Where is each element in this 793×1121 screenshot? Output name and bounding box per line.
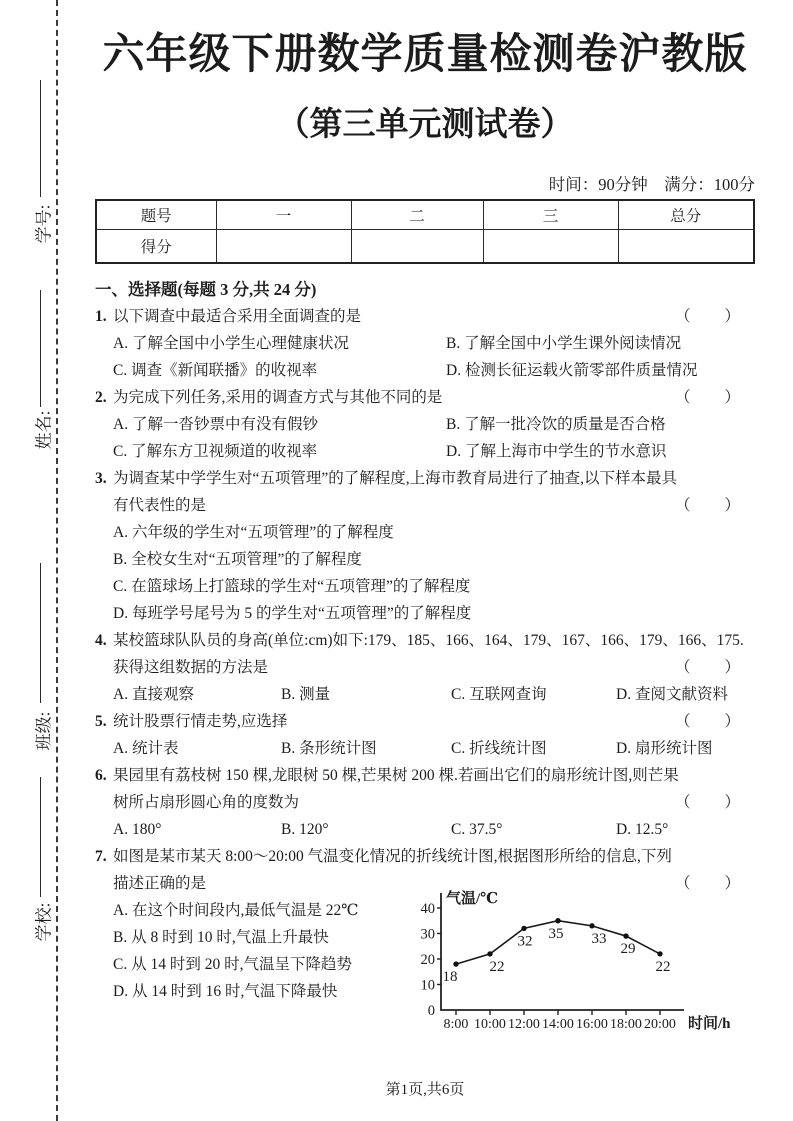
- data-point: [623, 933, 628, 938]
- answer-bracket: （ ）: [674, 659, 741, 676]
- option: C. 互联网查询: [451, 686, 547, 703]
- option: B. 120°: [281, 821, 329, 838]
- question-number: 6.: [95, 767, 107, 784]
- options-group: [95, 735, 755, 762]
- question-line: [95, 303, 755, 330]
- y-axis-label: 气温/℃: [446, 891, 499, 907]
- score-table-header-cell: 题号: [96, 200, 216, 230]
- question-options-and-chart-row: [95, 891, 755, 1042]
- school-blank-line: [40, 777, 41, 897]
- question-line: [95, 843, 755, 870]
- section-heading: 一、选择题(每题 3 分,共 24 分): [95, 280, 317, 299]
- data-point-label: 32: [517, 933, 533, 950]
- question: [95, 762, 755, 843]
- answer-bracket: （ ）: [674, 497, 741, 514]
- exam-time-score-meta: 时间：90分钟 满分：100分: [548, 175, 755, 194]
- options-group: [95, 816, 755, 843]
- question-number: 2.: [95, 389, 107, 406]
- answer-bracket: （ ）: [674, 713, 741, 730]
- question-text: 为调查某中学学生对“五项管理”的了解程度,上海市教育局进行了抽查,以下样本最具: [113, 470, 678, 487]
- options-group: [95, 519, 755, 627]
- page-title: 六年级下册数学质量检测卷沪教版: [102, 32, 748, 78]
- question-number: 7.: [95, 848, 107, 865]
- question-text: 某校篮球队队员的身高(单位:cm)如下:179、185、166、164、179、167、166、179、166、175.: [113, 632, 744, 649]
- option: A. 六年级的学生对“五项管理”的了解程度: [113, 524, 394, 541]
- question-line: [95, 627, 755, 654]
- data-point-label: 35: [548, 925, 564, 942]
- x-tick-label: 18:00: [610, 1017, 642, 1032]
- page-footer: 第1页,共6页: [385, 1082, 465, 1098]
- data-point-label: 18: [442, 969, 458, 986]
- score-table-header-cell: 一: [216, 200, 351, 230]
- score-table: [95, 199, 755, 264]
- answer-bracket: （ ）: [674, 875, 741, 892]
- options-group: [95, 330, 755, 384]
- chart-canvas: [416, 887, 748, 1037]
- temperature-line-chart: [416, 887, 748, 1042]
- question: [95, 627, 755, 708]
- options-group: [95, 411, 755, 465]
- data-point: [453, 961, 458, 966]
- seal-dashed-line: [56, 0, 58, 1121]
- x-tick-label: 10:00: [474, 1017, 506, 1032]
- question: [95, 843, 755, 1042]
- question-number: 5.: [95, 713, 107, 730]
- option: D. 每班学号尾号为 5 的学生对“五项管理”的了解程度: [113, 605, 472, 622]
- question-line: [95, 762, 755, 789]
- question-line: [95, 492, 755, 519]
- option: C. 在篮球场上打篮球的学生对“五项管理”的了解程度: [113, 578, 471, 595]
- question-text: 如图是某市某天 8:00～20:00 气温变化情况的折线统计图,根据图形所给的信息,下列: [113, 848, 672, 865]
- x-axis-label: 时间/h: [688, 1016, 731, 1032]
- question-text: 果园里有荔枝树 150 棵,龙眼树 50 棵,芒果树 200 棵.若画出它们的扇形统计图,则芒果: [113, 767, 679, 784]
- question-number: 4.: [95, 632, 107, 649]
- score-cell-empty: [216, 230, 351, 264]
- question-line: [95, 708, 755, 735]
- question-line: [95, 654, 755, 681]
- question-text: 为完成下列任务,采用的调查方式与其他不同的是: [113, 389, 443, 406]
- option: B. 从 8 时到 10 时,气温上升最快: [113, 929, 329, 946]
- option: A. 了解一沓钞票中有没有假钞: [113, 416, 318, 433]
- y-tick-label: 10: [420, 977, 435, 994]
- score-table-header-cell: 三: [483, 200, 618, 230]
- student-id-blank-line: [40, 80, 41, 197]
- score-cell-empty: [351, 230, 483, 264]
- score-table-header-cell: 二: [351, 200, 483, 230]
- option: C. 37.5°: [451, 821, 503, 838]
- data-point-label: 33: [591, 930, 607, 947]
- option: D. 检测长征运载火箭零部件质量情况: [446, 362, 698, 379]
- answer-bracket: （ ）: [674, 308, 741, 325]
- question-number: 1.: [95, 308, 107, 325]
- question-text: 树所占扇形圆心角的度数为: [113, 794, 300, 811]
- x-tick-label: 20:00: [644, 1017, 676, 1032]
- option: D. 扇形统计图: [616, 740, 713, 757]
- y-tick-label: 40: [420, 901, 435, 917]
- option: C. 了解东方卫视频道的收视率: [113, 443, 318, 460]
- y-tick-label: 20: [420, 952, 435, 968]
- sidebar-field-student-id: 学号:: [34, 204, 54, 244]
- option: D. 从 14 时到 16 时,气温下降最快: [113, 983, 338, 1000]
- question-line: [95, 384, 755, 411]
- option: D. 了解上海市中学生的节水意识: [446, 443, 667, 460]
- option: A. 在这个时间段内,最低气温是 22℃: [113, 902, 359, 919]
- data-point: [657, 951, 662, 956]
- x-tick-label: 12:00: [508, 1017, 540, 1032]
- option: A. 180°: [113, 821, 162, 838]
- data-point: [521, 926, 526, 931]
- score-cell-empty: [618, 230, 754, 264]
- question-line: [95, 789, 755, 816]
- data-point-label: 29: [620, 941, 636, 958]
- question-number: 3.: [95, 470, 107, 487]
- option: B. 条形统计图: [281, 740, 377, 757]
- question: [95, 384, 755, 465]
- score-row-label: 得分: [96, 230, 216, 264]
- questions-list: [95, 303, 755, 1042]
- sidebar-field-class: 班级:: [34, 711, 54, 751]
- option: B. 全校女生对“五项管理”的了解程度: [113, 551, 362, 568]
- answer-bracket: （ ）: [674, 794, 741, 811]
- option: A. 了解全国中小学生心理健康状况: [113, 335, 349, 352]
- x-tick-label: 14:00: [542, 1017, 574, 1032]
- y-tick-label: 30: [420, 926, 435, 943]
- option: B. 了解一批冷饮的质量是否合格: [446, 416, 666, 433]
- data-point-label: 22: [655, 958, 671, 975]
- option: B. 了解全国中小学生课外阅读情况: [446, 335, 682, 352]
- score-table-header-cell: 总分: [618, 200, 754, 230]
- page-subtitle: （第三单元测试卷）: [276, 107, 574, 143]
- option: A. 统计表: [113, 740, 179, 757]
- question: [95, 465, 755, 627]
- x-tick-label: 16:00: [576, 1017, 608, 1032]
- option: C. 调查《新闻联播》的收视率: [113, 362, 318, 379]
- question-text: 有代表性的是: [113, 497, 207, 514]
- question-line: [95, 465, 755, 492]
- option: D. 查阅文献资料: [616, 686, 728, 703]
- option: A. 直接观察: [113, 686, 194, 703]
- question-text: 以下调查中最适合采用全面调查的是: [113, 308, 362, 325]
- option: D. 12.5°: [616, 821, 669, 838]
- x-tick-label: 8:00: [443, 1017, 469, 1032]
- question-text: 描述正确的是: [113, 875, 207, 892]
- data-point: [589, 923, 594, 928]
- option: C. 从 14 时到 20 时,气温呈下降趋势: [113, 956, 352, 973]
- sidebar-field-name: 姓名:: [34, 410, 54, 450]
- sidebar-field-school: 学校:: [34, 902, 54, 942]
- score-cell-empty: [483, 230, 618, 264]
- options-group: [95, 681, 755, 708]
- question: [95, 303, 755, 384]
- question: [95, 708, 755, 762]
- chart-axes: [441, 893, 684, 1010]
- exam-page-content: [95, 0, 755, 1121]
- y-tick-label: 0: [427, 1003, 435, 1019]
- class-blank-line: [40, 563, 41, 703]
- question-text: 统计股票行情走势,应选择: [113, 713, 288, 730]
- answer-bracket: （ ）: [674, 389, 741, 406]
- options-group: [95, 897, 416, 1042]
- data-point-label: 22: [489, 958, 505, 975]
- data-point: [487, 951, 492, 956]
- name-blank-line: [40, 290, 41, 407]
- option: C. 折线统计图: [451, 740, 547, 757]
- data-point: [555, 918, 560, 923]
- option: B. 测量: [281, 686, 331, 703]
- question-text: 获得这组数据的方法是: [113, 659, 269, 676]
